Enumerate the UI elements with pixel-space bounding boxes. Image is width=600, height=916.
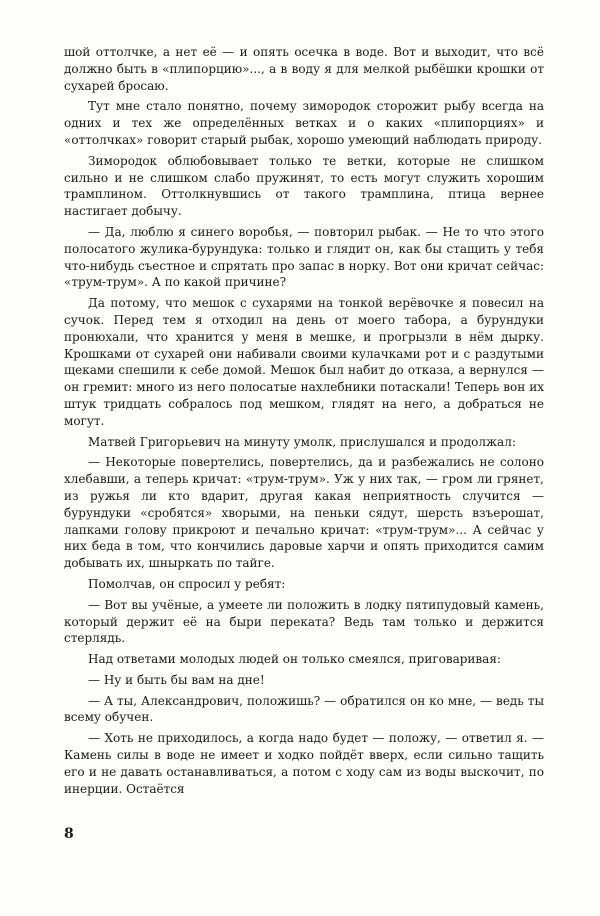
paragraph-8: Помолчав, он спросил у ребят: — [88, 576, 286, 591]
paragraph-4: — Да, люблю я синего воробья, — повторил рыбак. — Не то что этого полосатого жулика-бурундука: только и глядит он, как бы стащить у тебя что-нибудь съестное и спрятать про запас в норку. Вот они кричат сейчас: «трум-трум». А по какой причине? — [64, 224, 544, 290]
paragraph-2: Тут мне стало понятно, почему зимородок сторожит рыбу всегда на одних и тех же определённых ветках и о каких «плипорциях» и «оттолчках» говорит старый рыбак, хорошо умеющий наблюдать природу. — [64, 99, 544, 147]
paragraph-7: — Некоторые повертелись, повертелись, да и разбежались не солоно хлебавши, а теперь кричат: «трум-трум». Уж у них так, — гром ли грянет, из ружья ли кто вдарит, другая какая неприятность случится — бурундуки «сробятся» хворыми, на пеньки сядут, шерсть взъерошат, лапками голову прикроют и печально кричат: «трум-трум»... А сейчас у них беда в том, что кончились даровые харчи и опять приходится самим добывать их, шныркать по тайге. — [64, 455, 544, 571]
page-number: 8 — [64, 826, 74, 842]
paragraph-12: — А ты, Александрович, положишь? — обратился он ко мне, — ведь ты всему обучен. — [64, 693, 544, 725]
paragraph-3: Зимородок облюбовывает только те ветки, которые не слишком сильно и не слишком слабо пружинят, то есть могут служить хорошим трамплином. Оттолкнувшись от такого трамплина, птица вернее настигает добычу. — [64, 153, 544, 219]
paragraph-9: — Вот вы учёные, а умеете ли положить в лодку пятипудовый камень, который держит её на быри переката? Ведь там только и держится стерлядь. — [64, 597, 544, 646]
page-body — [64, 44, 544, 801]
paragraph-11: — Ну и быть бы вам на дне! — [88, 672, 265, 687]
paragraph-5: Да потому, что мешок с сухарями на тонкой верёвочке я повесил на сучок. Перед тем я отходил на день от моего табора, а бурундуки пронюхали, что хранится у меня в мешке, и прогрызли в нём дырку. Крошками от сухарей они набивали своими кулачками рот и с раздутыми щеками спешили к себе домой. Мешок был набит до отказа, а вернулся — он гремит: много из него полосатые нахлебники потаскали! Теперь вон их штук тридцать собралось под мешком, глядят на него, а добраться не могут. — [64, 296, 544, 428]
paragraph-10: Над ответами молодых людей он только смеялся, приговаривая: — [88, 652, 501, 667]
paragraph-1: шой оттолчке, а нет её — и опять осечка в воде. Вот и выходит, что всё должно быть в «плипорцию»..., а в воду я для мелкой рыбёшки крошки от сухарей бросаю. — [64, 45, 544, 93]
paragraph-6: Матвей Григорьевич на минуту умолк, прислушался и продолжал: — [88, 434, 516, 449]
paragraph-13: — Хоть не приходилось, а когда надо будет — положу, — ответил я. — Камень силы в воде не имеет и ходко пойдёт вверх, если сильно тащить его и не давать останавливаться, а потом с ходу сам из воды выскочит, по инерции. Остаётся — [64, 731, 544, 796]
